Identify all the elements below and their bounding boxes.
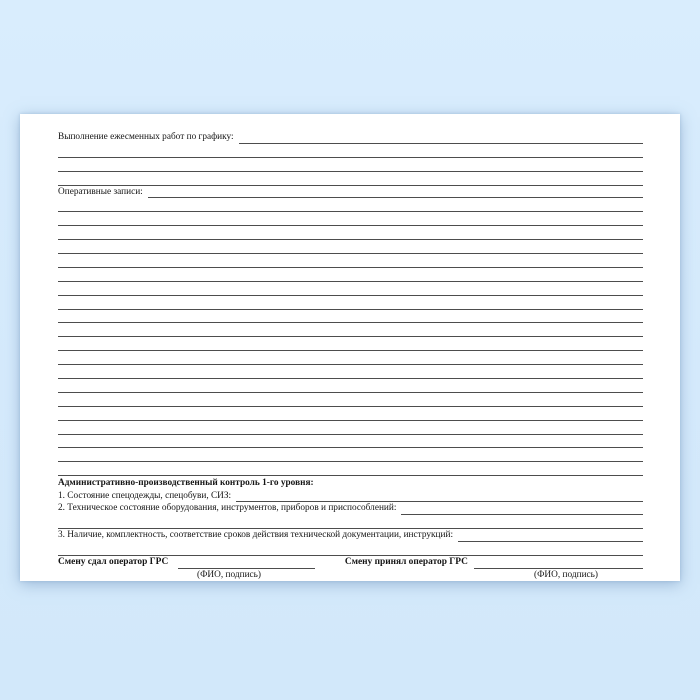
ruled-line [58,435,643,449]
signature-row [58,556,643,569]
ruled-line [58,448,643,462]
admin-control-item-2 [58,502,643,515]
ruled-line [58,296,643,310]
document-page [20,114,680,581]
ruled-line [58,158,643,172]
signature-line [178,556,315,569]
admin-control-item-2-label: 2. Техническое состояние оборудования, инструментов, приборов и приспособлений: [58,503,397,514]
scheduled-works-label: Выполнение ежесменных работ по графику: [58,132,234,143]
admin-control-heading [58,476,643,489]
ruled-line [58,254,643,268]
ruled-line [58,379,643,393]
ruled-line [58,407,643,421]
ruled-line [58,226,643,240]
ruled-line [58,268,643,282]
ruled-line [58,421,643,435]
signature-line [474,556,643,569]
shift-handed-over-label: Смену сдал оператор ГРС [58,557,169,567]
ruled-line [58,212,643,226]
ruled-line [58,282,643,296]
operational-notes-label: Оперативные записи: [58,186,143,197]
admin-control-item-1-label: 1. Состояние спецодежды, спецобуви, СИЗ: [58,490,232,501]
ruled-line [58,198,643,212]
admin-control-item-1 [58,489,643,502]
ruled-line [58,144,643,158]
ruled-line [58,172,643,186]
ruled-line [58,393,643,407]
form-content [58,131,643,582]
fill-in-line [401,502,643,515]
shift-accepted-label: Смену принял оператор ГРС [344,557,468,567]
ruled-line [58,365,643,379]
ruled-line [58,240,643,254]
ruled-line [58,351,643,365]
field-scheduled-works [58,131,643,144]
fill-in-line [458,529,643,542]
admin-control-item-3 [58,529,643,542]
fill-in-line [236,489,643,502]
ruled-line [58,310,643,324]
ruled-line [58,323,643,337]
ruled-line [58,337,643,351]
admin-control-item-3-label: 3. Наличие, комплектность, соответствие сроков действия технической документации, инструкций: [58,530,454,541]
ruled-line [58,542,643,556]
signature-hint-row [58,569,643,582]
fill-in-line [148,186,643,199]
fill-in-line [239,131,643,144]
ruled-line [58,462,643,476]
signature-hint: (ФИО, подпись) [196,569,262,580]
ruled-line [58,515,643,529]
field-operational-notes [58,186,643,199]
signature-hint: (ФИО, подпись) [533,569,599,580]
admin-control-heading-text: Административно-производственный контроль 1-го уровня: [58,477,314,488]
